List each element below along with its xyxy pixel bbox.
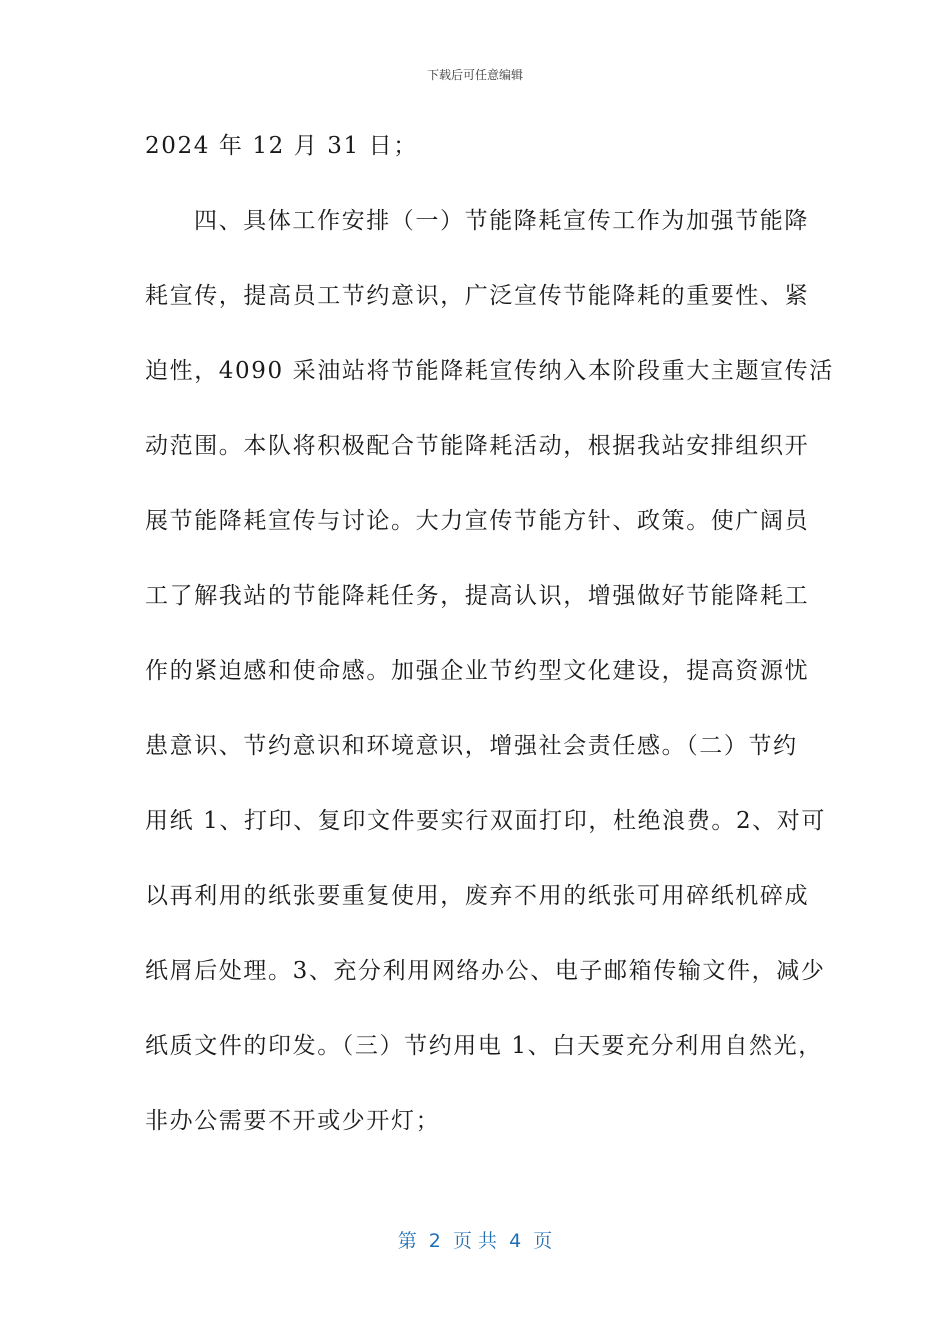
text-line: 2024 年 12 月 31 日； [145,133,418,159]
text-line: 纸质文件的印发。（三）节约用电 1、白天要充分利用自然光， [145,1033,823,1059]
text-line: 用纸 1、打印、复印文件要实行双面打印，杜绝浪费。2、对可 [145,808,826,834]
text-line: 工了解我站的节能降耗任务，提高认识，增强做好节能降耗工 [145,583,810,609]
text-line: 患意识、节约意识和环境意识，增强社会责任感。（二）节约 [145,733,798,759]
text-line: 迫性，4090 采油站将节能降耗宣传纳入本阶段重大主题宣传活 [145,358,834,384]
text-line: 动范围。本队将积极配合节能降耗活动，根据我站安排组织开 [145,433,810,459]
text-line: 耗宣传，提高员工节约意识，广泛宣传节能降耗的重要性、紧 [145,283,810,309]
text-line: 四、具体工作安排（一）节能降耗宣传工作为加强节能降 [194,208,809,234]
text-line: 纸屑后处理。3、充分利用网络办公、电子邮箱传输文件，减少 [145,958,826,984]
page-number-footer: 第 2 页 共 4 页 [397,1230,553,1252]
text-line: 作的紧迫感和使命感。加强企业节约型文化建设，提高资源忧 [145,658,810,684]
text-line: 展节能降耗宣传与讨论。大力宣传节能方针、政策。使广阔员 [145,508,810,534]
text-line: 以再利用的纸张要重复使用，废弃不用的纸张可用碎纸机碎成 [145,883,810,909]
text-line: 非办公需要不开或少开灯； [145,1108,441,1134]
page-header-note: 下载后可任意编辑 [426,68,523,82]
